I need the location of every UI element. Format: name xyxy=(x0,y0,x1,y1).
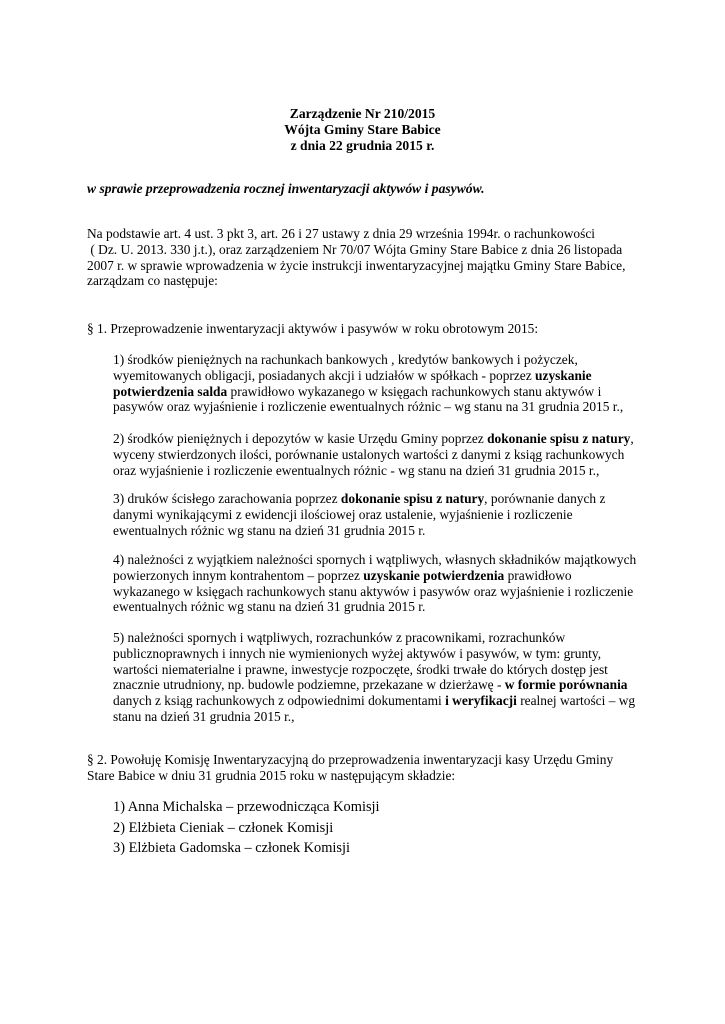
document-issuer: Wójta Gminy Stare Babice xyxy=(284,122,441,138)
item-text: , porównanie danych z xyxy=(484,491,606,506)
item-line: wyceny stwierdzonych ilości, porównanie ustalonych wartości z danymi z ksiąg rachunkowych xyxy=(113,446,625,462)
item-emphasis: uzyskanie xyxy=(535,367,592,383)
item-text: , xyxy=(630,431,634,446)
section-2-line: § 2. Powołuję Komisję Inwentaryzacyjną do przeprowadzenia inwentaryzacji kasy Urzędu Gminy xyxy=(87,752,614,767)
section-1-item-1 xyxy=(113,352,643,415)
item-line xyxy=(113,368,643,384)
commission-member: 2) Elżbieta Cieniak – członek Komisji xyxy=(113,819,334,836)
section-2 xyxy=(87,752,647,784)
section-1-item-5 xyxy=(113,630,643,725)
item-line: pasywów oraz wyjaśnienie i rozliczenie ewentualnych różnic – wg stanu na 31 grudnia 2015 r., xyxy=(113,399,624,415)
item-text: prawidłowo wykazanego w księgach rachunkowych stanu aktywów i xyxy=(227,383,602,399)
item-text: 3) druków ścisłego zarachowania poprzez xyxy=(113,491,341,506)
document-title: Zarządzenie Nr 210/2015 xyxy=(289,106,436,121)
item-line xyxy=(113,693,643,709)
preamble-line: Na podstawie art. 4 ust. 3 pkt 3, art. 26 i 27 ustawy z dnia 29 września 1994r. o rachunkowości xyxy=(87,226,595,241)
document-header xyxy=(0,106,725,155)
item-line: 5) należności spornych i wątpliwych, rozrachunków z pracownikami, rozrachunków xyxy=(113,630,566,645)
item-emphasis: potwierdzenia salda xyxy=(113,383,228,399)
item-line: 4) należności z wyjątkiem należności spornych i wątpliwych, własnych składników majątkowych xyxy=(113,552,637,567)
item-line xyxy=(113,384,643,400)
section-1-heading xyxy=(87,321,647,337)
commission-member: 1) Anna Michalska – przewodnicząca Komisji xyxy=(113,799,380,815)
item-text: wyemitowanych obligacji, posiadanych akcji i udziałów w spółkach - poprzez xyxy=(113,367,536,383)
item-line: 1) środków pieniężnych na rachunkach bankowych , kredytów bankowych i pożyczek, xyxy=(113,352,578,367)
item-line: oraz wyjaśnienie i rozliczenie ewentualnych różnic - wg stanu na dzień 31 grudnia 2015 r., xyxy=(113,462,600,478)
preamble-line: zarządzam co następuje: xyxy=(87,273,218,289)
section-2-line: Stare Babice w dniu 31 grudnia 2015 roku w następującym składzie: xyxy=(87,767,456,783)
item-line: ewentualnych różnic wg stanu na dzień 31 grudnia 2015 r. xyxy=(113,599,426,615)
item-line xyxy=(113,677,643,693)
section-1-heading-text: § 1. Przeprowadzenie inwentaryzacji aktywów i pasywów w roku obrotowym 2015: xyxy=(87,321,539,336)
item-text: 2) środków pieniężnych i depozytów w kasie Urzędu Gminy poprzez xyxy=(113,431,488,446)
item-text: prawidłowo xyxy=(504,567,572,583)
section-1-item-3 xyxy=(113,491,643,538)
item-line: wartości niematerialne i prawne, inwestycje rozpoczęte, środki trwałe do których dostęp jest xyxy=(113,661,608,677)
preamble-line: 2007 r. w sprawie wprowadzenia w życie instrukcji inwentaryzacyjnej majątku Gminy Stare Babice, xyxy=(87,257,626,273)
preamble xyxy=(87,226,647,289)
item-line xyxy=(113,568,643,584)
item-emphasis: dokonanie spisu z natury xyxy=(487,431,631,446)
section-1-item-4 xyxy=(113,552,643,615)
section-1-item-2 xyxy=(113,431,643,478)
item-line: danymi wynikającymi z ewidencji ilościowej oraz ustalenie, wyjaśnienie i rozliczenie xyxy=(113,506,573,522)
item-line xyxy=(113,431,643,447)
document-date: z dnia 22 grudnia 2015 r. xyxy=(290,138,435,154)
item-emphasis: w formie porównania xyxy=(504,677,628,693)
commission-members xyxy=(113,797,380,859)
item-emphasis: i weryfikacji xyxy=(445,693,517,709)
item-emphasis: dokonanie spisu z natury xyxy=(340,491,485,506)
document-subject: w sprawie przeprowadzenia rocznej inwentaryzacji aktywów i pasywów. xyxy=(87,181,485,196)
preamble-line: ( Dz. U. 2013. 330 j.t.), oraz zarządzeniem Nr 70/07 Wójta Gminy Stare Babice z dnia 26 listopada xyxy=(87,241,623,257)
item-line: publicznoprawnych i innych nie wymienionych wyżej aktywów i pasywów, w tym: grunty, xyxy=(113,645,602,661)
item-line: wykazanego w księgach rachunkowych stanu aktywów i pasywów oraz wyjaśnienie i rozliczenie xyxy=(113,583,634,599)
item-text: znacznie utrudniony, np. budowle podziemne, przekazane w dzierżawę - xyxy=(113,677,505,693)
commission-member: 3) Elżbieta Gadomska – członek Komisji xyxy=(113,840,350,856)
item-text: powierzonych innym kontrahentom – poprzez xyxy=(113,567,364,583)
item-text: realnej wartości – wg xyxy=(516,693,636,709)
item-line xyxy=(113,491,643,507)
item-text: danych z ksiąg rachunkowych z odpowiednimi dokumentami xyxy=(113,693,446,709)
item-emphasis: uzyskanie potwierdzenia xyxy=(363,567,505,583)
item-line: ewentualnych różnic wg stanu na dzień 31 grudnia 2015 r. xyxy=(113,522,426,538)
item-line: stanu na dzień 31 grudnia 2015 r., xyxy=(113,708,295,724)
